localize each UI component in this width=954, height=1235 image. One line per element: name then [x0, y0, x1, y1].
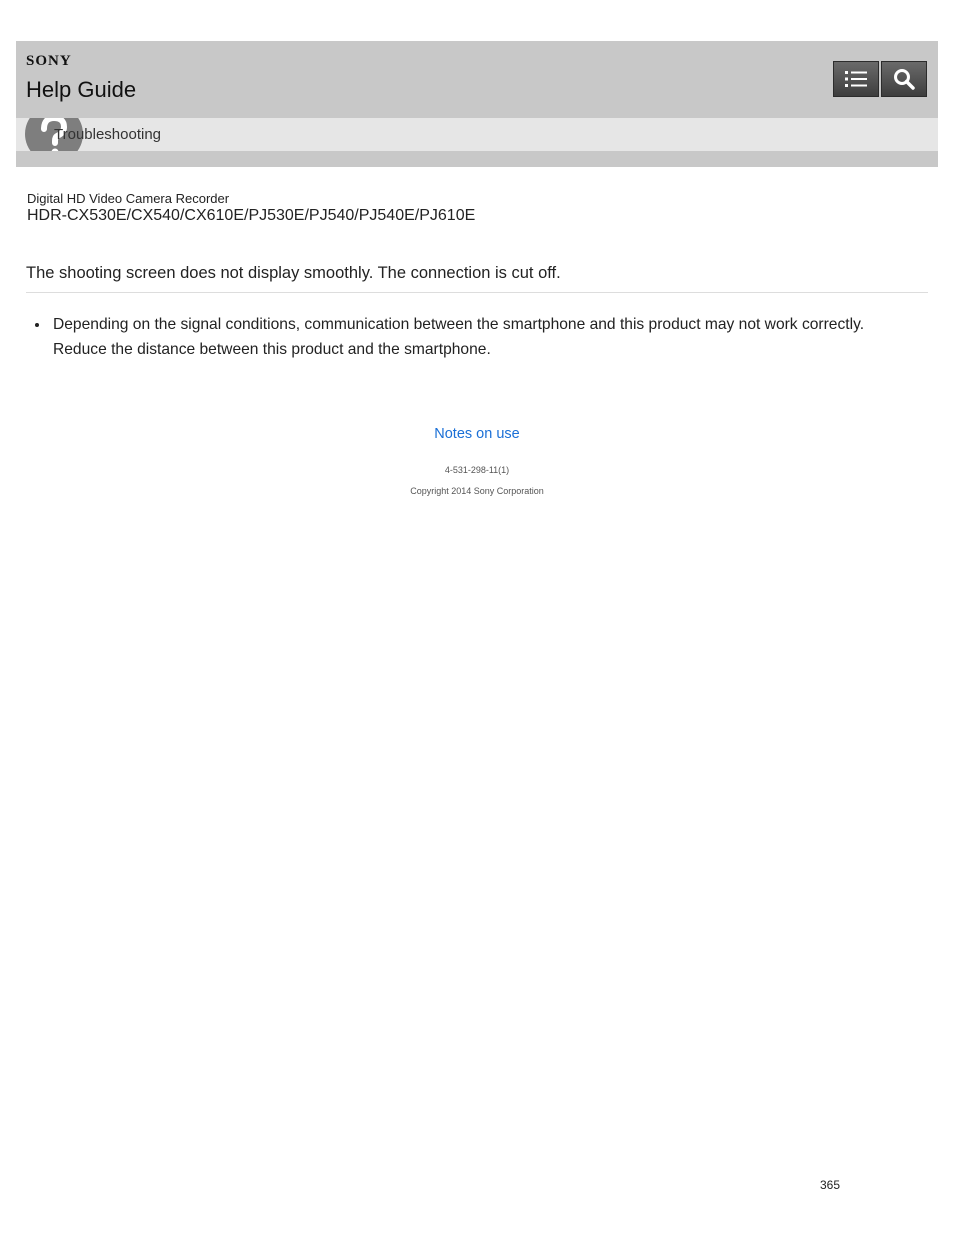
topic-title: The shooting screen does not display smoothly. The connection is cut off. [26, 264, 561, 282]
sub-header-bar [16, 151, 938, 167]
title-divider [26, 292, 928, 293]
search-icon [893, 68, 915, 90]
copyright-notice: Copyright 2014 Sony Corporation [410, 486, 544, 496]
sony-logo: SONY [26, 53, 72, 69]
list-icon [844, 69, 868, 89]
list-item [26, 312, 921, 362]
page-number: 365 [820, 1178, 841, 1192]
notes-on-use-link[interactable]: Notes on use [434, 426, 520, 442]
breadcrumb [16, 118, 938, 151]
breadcrumb-troubleshooting-link[interactable]: Troubleshooting [54, 126, 162, 143]
document-id: 4-531-298-11(1) [444, 465, 510, 475]
list-item-text: Depending on the signal conditions, communication between the smartphone and this product may not work correctly. Reduce the distance between this product and the smartphone. [53, 316, 865, 358]
search-button[interactable] [881, 61, 927, 97]
product-models: HDR-CX530E/CX540/CX610E/PJ530E/PJ540/PJ540E/PJ610E [27, 207, 476, 224]
answer-list [26, 312, 921, 362]
product-type: Digital HD Video Camera Recorder [27, 191, 230, 206]
page-title: Help Guide [26, 77, 137, 102]
bullet-icon [35, 323, 39, 327]
header-bar [16, 41, 938, 118]
table-of-contents-button[interactable] [833, 61, 879, 97]
